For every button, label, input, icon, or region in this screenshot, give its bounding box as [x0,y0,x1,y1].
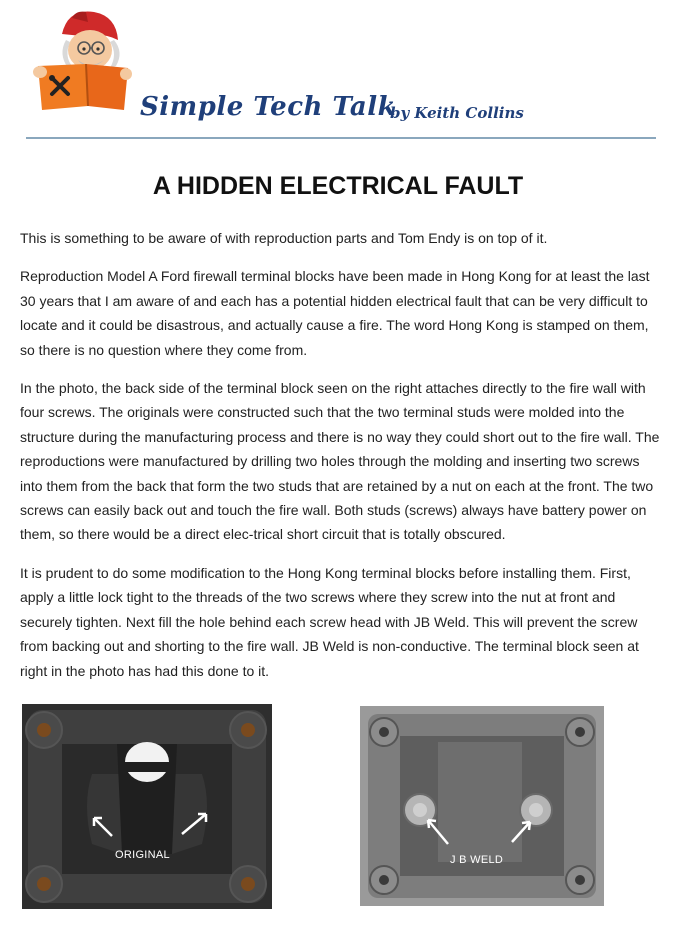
paragraph-intro: This is something to be aware of with reproduction parts and Tom Endy is on top of it. [20,230,548,246]
original-label: ORIGINAL [115,849,170,861]
article-title: A HIDDEN ELECTRICAL FAULT [152,172,524,200]
author-byline: by Keith Collins [390,104,524,122]
header-divider [26,137,656,139]
paragraph-modification: It is prudent to do some modification to the Hong Kong terminal blocks before installing them. First, apply a little lock tight to the threads of the two screws where they screw into the nut at front and securely tighten. Next fill the hole behind each screw head with JB Weld. This will prevent the screw from backing out and shorting to the fire wall. JB Weld is non-conductive. The terminal block seen at right in the photo has had this done to it. [20,564,639,679]
brand-title: Simple Tech Talk [140,92,397,122]
jb-weld-label: J B WELD [450,854,504,866]
paragraph-background: Reproduction Model A Ford firewall terminal blocks have been made in Hong Kong for at least the last 30 years that I am aware of and each has a potential hidden electrical fault that can be very difficult to locate and it could be disastrous, and actually cause a fire. The word Hong Kong is stamped on them, so there is no question where they come from. [20,268,650,358]
jb-weld-terminal-block-photo [360,706,604,906]
mascot-logo [32,6,132,118]
article-body [20,226,660,697]
paragraph-photo-description: In the photo, the back side of the terminal block seen on the right attaches directly to the fire wall with four screws. The originals were constructed such that the two terminal studs were molded into the structure during the manufacturing process and there is no way they could short out to the fire wall. The reproductions were manufactured by drilling two holes through the molding and inserting two screws into them from the back that form the two studs that are retained by a nut on each at the front. The two screws can easily back out and touch the fire wall. Both studs (screws) always have battery power on them, so there would be a direct elec-trical short circuit that is totally obscured. [20,380,660,543]
original-terminal-block-photo [22,704,272,909]
